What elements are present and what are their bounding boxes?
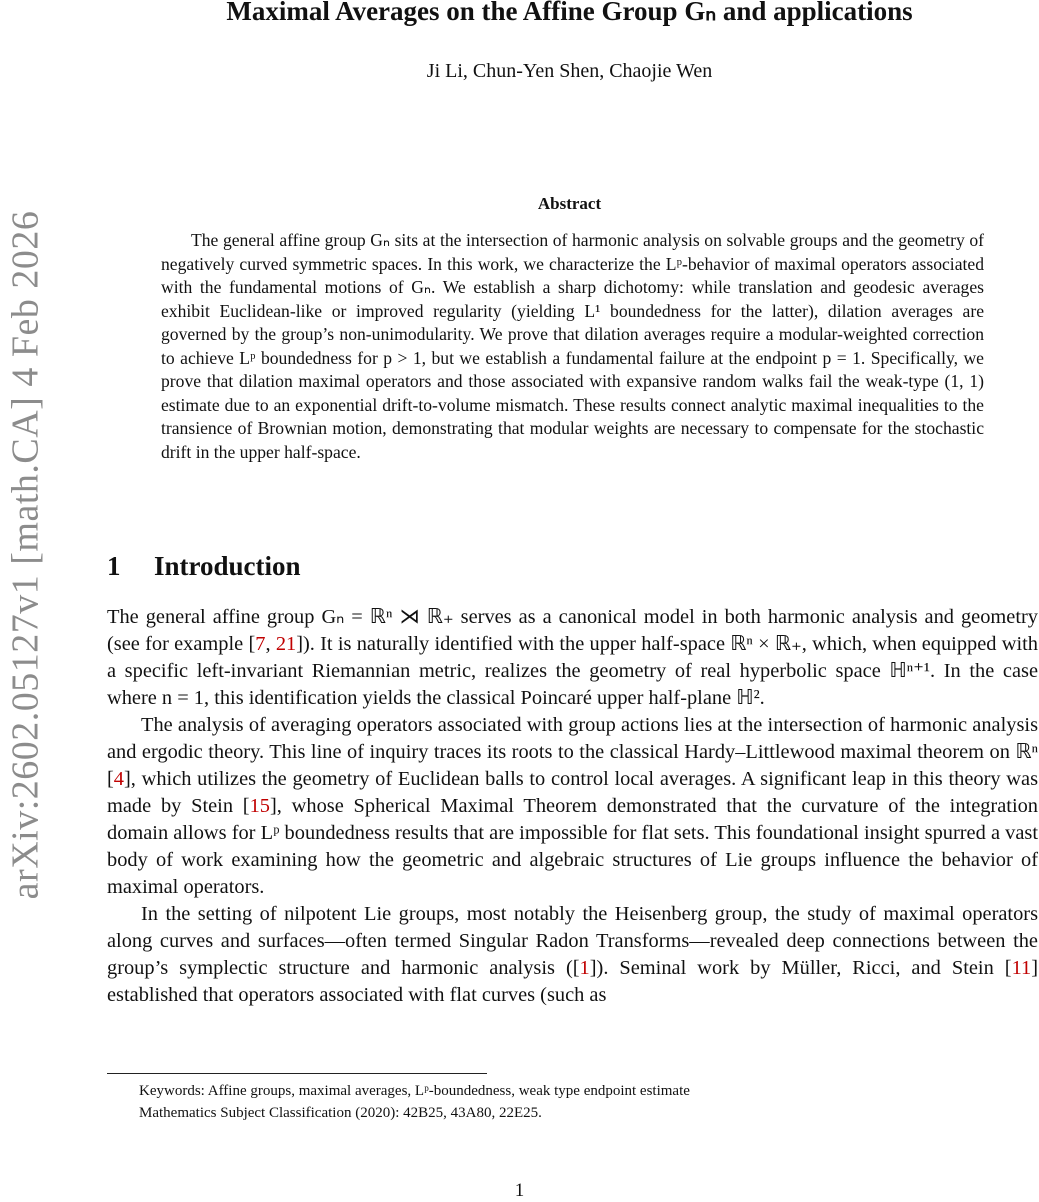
footnote-divider	[107, 1073, 487, 1074]
footnote-keywords: Keywords: Affine groups, maximal averages, Lᵖ-boundedness, weak type endpoint estimate	[139, 1083, 690, 1099]
paper-authors: Ji Li, Chun-Yen Shen, Chaojie Wen	[426, 60, 713, 82]
paragraph-3: In the setting of nilpotent Lie groups, most notably the Heisenberg group, the study of maximal operators along curves and surfaces—often termed Singular Radon Transforms—revealed deep connections between the group’s symplectic structure and harmonic analysis ([1]). Seminal work by Müller, Ricci, and Stein [11] established that operators associated with flat curves (such as	[107, 903, 1038, 1006]
footnote-msc: Mathematics Subject Classification (2020): 42B25, 43A80, 22E25.	[139, 1105, 542, 1121]
citation-link[interactable]: 11	[1011, 957, 1032, 979]
citation-link[interactable]: 4	[113, 768, 124, 790]
citation-link[interactable]: 7	[255, 633, 266, 655]
arxiv-id: arXiv:2602.05127v1 [math.CA] 4 Feb 2026	[4, 210, 46, 900]
section-title: Introduction	[154, 551, 301, 581]
body-text	[107, 604, 1038, 1009]
citation-link[interactable]: 1	[579, 957, 590, 979]
abstract-heading: Abstract	[537, 194, 602, 213]
paragraph-1: The general affine group Gₙ = ℝⁿ ⋊ ℝ₊ serves as a canonical model in both harmonic analysis and geometry (see for example [7, 21]). It is naturally identified with the upper half-space ℝⁿ × ℝ₊, which, when equipped with a specific left-invariant Riemannian metric, realizes the geometry of real hyperbolic space ℍⁿ⁺¹. In the case where n = 1, this identification yields the classical Poincaré upper half-plane ℍ².	[107, 606, 1038, 709]
footnotes	[139, 1080, 1039, 1124]
paper-title: Maximal Averages on the Affine Group Gₙ and applications	[226, 0, 913, 26]
abstract-text: The general affine group Gₙ sits at the intersection of harmonic analysis on solvable groups and the geometry of negatively curved symmetric spaces. In this work, we characterize the Lᵖ-behavior of maximal operators associated with the fundamental motions of Gₙ. We establish a sharp dichotomy: while translation and geodesic averages exhibit Euclidean-like or improved regularity (yielding L¹ boundedness for the latter), dilation averages are governed by the group’s non-unimodularity. We prove that dilation averages require a modular-weighted correction to achieve Lᵖ boundedness for p > 1, but we establish a fundamental failure at the endpoint p = 1. Specifically, we prove that dilation maximal operators and those associated with expansive random walks fail the weak-type (1, 1) estimate due to an exponential drift-to-volume mismatch. These results connect analytic maximal inequalities to the transience of Brownian motion, demonstrating that modular weights are necessary to compensate for the stochastic drift in the upper half-space.	[161, 230, 984, 462]
section-heading	[107, 551, 301, 582]
citation-link[interactable]: 21	[275, 633, 297, 655]
section-number: 1	[107, 551, 121, 581]
page-number: 1	[514, 1180, 525, 1201]
arxiv-margin-stamp	[0, 190, 50, 920]
paragraph-2: The analysis of averaging operators associated with group actions lies at the intersection of harmonic analysis and ergodic theory. This line of inquiry traces its roots to the classical Hardy–Littlewood maximal theorem on ℝⁿ [4], which utilizes the geometry of Euclidean balls to control local averages. A significant leap in this theory was made by Stein [15], whose Spherical Maximal Theorem demonstrated that the curvature of the integration domain allows for Lᵖ boundedness results that are impossible for flat sets. This foundational insight spurred a vast body of work examining how the geometric and algebraic structures of Lie groups influence the behavior of maximal operators.	[107, 714, 1038, 898]
citation-link[interactable]: 15	[249, 795, 270, 817]
